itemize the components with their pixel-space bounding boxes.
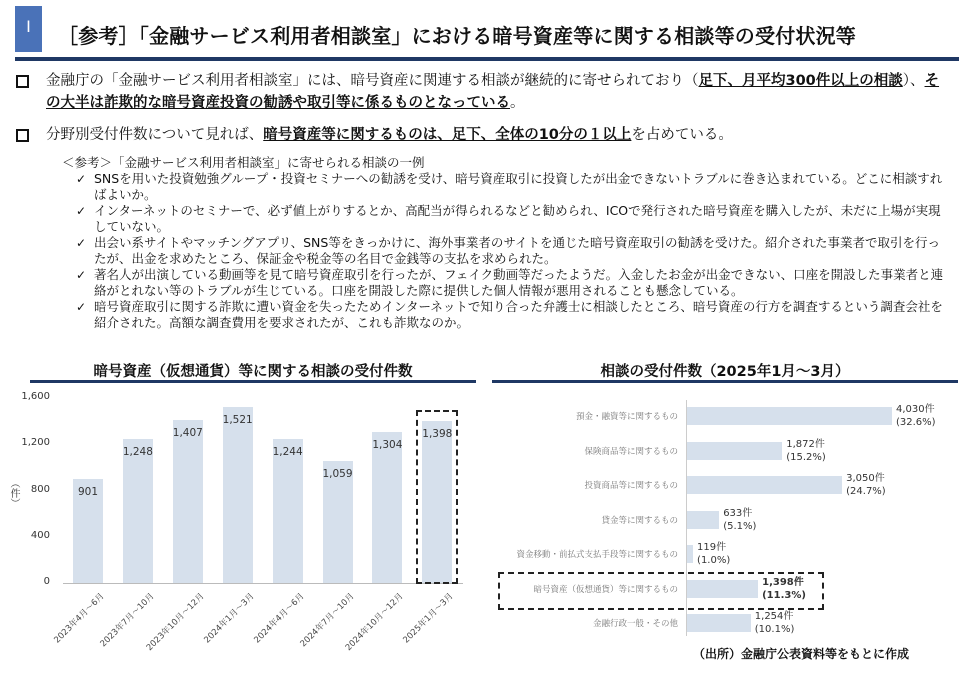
bar-value-label: 1,398件 (11.3%) <box>762 576 806 601</box>
check-icon: ✓ <box>76 300 87 314</box>
category-label: 資金移動・前払式支払手段等に関するもの <box>516 550 678 560</box>
category-label: 暗号資産（仮想通貨）等に関するもの <box>533 584 678 595</box>
case-text: 暗号資産取引に関する詐欺に遭い資金を失ったためインターネットで知り合った弁護士に相談したところ、暗号資産の行方を調査するという調査会社を紹介された。高額な調査費用を要求されたが、これも詐欺なのか。 <box>94 299 943 330</box>
bar <box>173 420 203 583</box>
check-icon: ✓ <box>76 236 87 250</box>
bar <box>273 439 303 583</box>
category-label: 貸金等に関するもの <box>601 515 678 526</box>
bar-value-label: 1,304 <box>372 439 403 452</box>
bar <box>123 439 153 583</box>
bar-chart-title-rule <box>30 380 476 383</box>
bar <box>687 545 693 563</box>
bar-value-label: 1,872件 (15.2%) <box>786 438 826 463</box>
title-divider <box>15 57 959 61</box>
square-bullet-icon <box>16 129 29 142</box>
case-text: SNSを用いた投資勉強グループ・投資セミナーへの勧誘を受け、暗号資産取引に投資したが出金できないトラブルに巻き込まれている。どこに相談すればよいか。 <box>94 171 943 202</box>
case-text: 出会い系サイトやマッチングアプリ、SNS等をきっかけに、海外事業者のサイトを通じた暗号資産取引の勧誘を受けた。紹介された事業者で取引を行ったが、出金を求めたところ、保証金や税金等の名目で金銭等の支払を求められた。 <box>94 235 940 266</box>
bar <box>687 614 751 632</box>
bar-value-label: 3,050件 (24.7%) <box>846 473 886 497</box>
check-icon: ✓ <box>76 172 87 186</box>
bullet-text: 金融庁の「金融サービス利用者相談室」には、暗号資産に関連する相談が継続的に寄せられており（ <box>46 73 699 89</box>
bar-value-label: 1,407 <box>172 427 203 440</box>
bar <box>687 476 842 494</box>
category-label: 投資商品等に関するもの <box>584 481 678 491</box>
y-tick-label: 800 <box>30 483 50 495</box>
reference-heading: ＜参考＞「金融サービス利用者相談室」に寄せられる相談の一例 <box>62 155 425 170</box>
highlight-box <box>416 410 458 584</box>
y-tick-label: 0 <box>43 576 50 587</box>
page-title: ［参考］「金融サービス利用者相談室」における暗号資産等に関する相談等の受付状況等 <box>58 24 856 48</box>
case-item <box>76 203 952 235</box>
emphasis-text: 暗号資産等に関するものは、足下、全体の10分の１以上 <box>263 127 632 143</box>
bar-value-label: 119件 (1.0%) <box>697 542 731 566</box>
bullet-text: を占めている。 <box>631 127 733 143</box>
bar-value-label: 1,521 <box>222 414 253 427</box>
bar-value-label: 1,248 <box>122 445 153 458</box>
category-label: 金融行政一般・その他 <box>592 619 678 629</box>
case-item <box>76 235 952 267</box>
y-axis-unit: （件） <box>8 478 19 508</box>
bar-value-label: 1,398 <box>422 428 453 441</box>
bullet-text: ）、 <box>902 73 925 89</box>
highlight-box <box>498 572 824 610</box>
bullet-text: 分野別受付件数について見れば、 <box>46 127 264 143</box>
hbar-chart-title: 相談の受付件数（2025年1月～3月） <box>600 364 850 380</box>
category-label: 預金・融資等に関するもの <box>575 412 678 422</box>
x-tick-label: 2025年1月～3月 <box>401 591 456 646</box>
case-text: 著名人が出演している動画等を見て暗号資産取引を行ったが、フェイク動画等だったようだ。入金したお金が出金できない、口座を開設した事業者と連絡がとれない等のトラブルが生じている。口座を開設した際に提供した個人情報が悪用されることも懸念している。 <box>94 267 944 298</box>
bar-value-label: 1,254件 (10.1%) <box>754 611 795 635</box>
source-note: （出所）金融庁公表資料等をもとに作成 <box>693 647 910 661</box>
y-tick-label: 1,600 <box>21 391 50 402</box>
bar <box>372 432 402 583</box>
bar-value-label: 633件 (5.1%) <box>723 507 757 532</box>
check-icon: ✓ <box>76 204 87 218</box>
emphasis-text: その大半は詐欺的な暗号資産投資の勧誘や取引等に係るものとなっている <box>46 73 940 111</box>
section-badge: Ⅰ <box>15 6 42 52</box>
bar <box>687 511 719 529</box>
x-tick-label: 2024年10月～12月 <box>344 591 406 654</box>
case-item <box>76 299 952 331</box>
category-label: 保険商品等に関するもの <box>584 446 678 457</box>
x-tick-label: 2023年10月～12月 <box>144 591 207 654</box>
bar-value-label: 901 <box>77 485 99 498</box>
bullet-2 <box>16 124 946 146</box>
emphasis-text: 足下、月平均300件以上の相談 <box>698 73 903 89</box>
case-text: インターネットのセミナーで、必ず値上がりするとか、高配当が得られるなどと勧められ、ICOで発行された暗号資産を購入したが、未だに上場が実現していない。 <box>94 203 941 234</box>
bar <box>223 407 253 583</box>
bar-chart-title: 暗号資産（仮想通貨）等に関する相談の受付件数 <box>93 364 413 380</box>
x-tick-label: 2024年7月～10月 <box>298 591 356 650</box>
case-item <box>76 267 952 299</box>
x-tick-label: 2023年7月～10月 <box>98 591 157 650</box>
x-tick-label: 2024年4月～6月 <box>252 591 307 646</box>
hbar-chart-title-rule <box>492 380 958 383</box>
y-tick-label: 1,200 <box>21 437 50 449</box>
bar <box>687 407 892 425</box>
bar-value-label: 1,244 <box>272 446 303 459</box>
bullet-1 <box>16 70 946 114</box>
bullet-text: 。 <box>510 95 525 111</box>
check-icon: ✓ <box>76 268 87 282</box>
x-tick-label: 2023年4月～6月 <box>52 591 107 646</box>
bar-value-label: 1,059 <box>322 467 353 480</box>
bar <box>687 442 782 460</box>
x-axis-line <box>63 583 463 584</box>
case-item <box>76 171 952 203</box>
square-bullet-icon <box>16 75 29 88</box>
bar-value-label: 4,030件 (32.6%) <box>896 404 936 428</box>
x-tick-label: 2024年1月～3月 <box>202 591 257 646</box>
reference-examples <box>62 155 952 331</box>
y-tick-label: 400 <box>30 529 50 541</box>
